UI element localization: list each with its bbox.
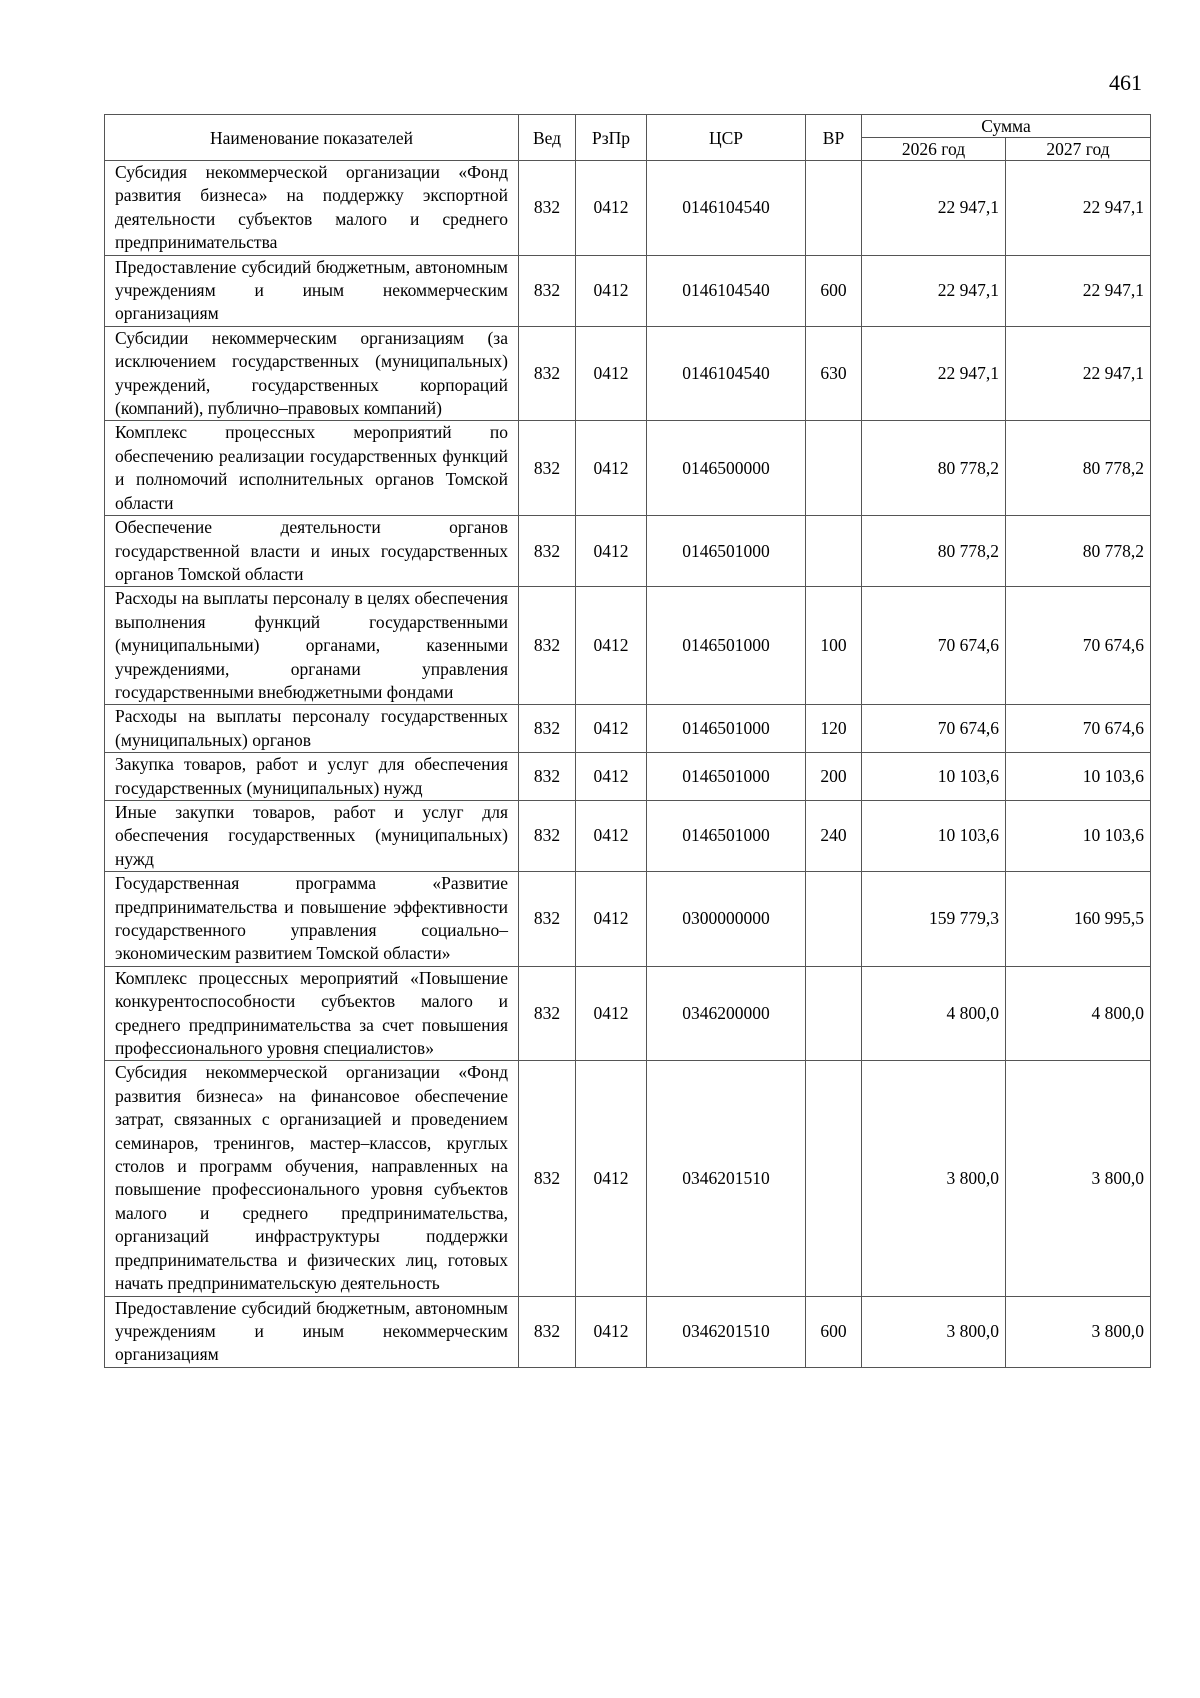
table-row <box>105 516 1151 587</box>
row-vr <box>806 1061 862 1296</box>
row-csr: 0146104540 <box>647 255 806 326</box>
row-ved: 832 <box>519 1296 576 1367</box>
row-amount-2027: 22 947,1 <box>1006 326 1151 421</box>
row-vr: 120 <box>806 705 862 753</box>
page-number: 461 <box>1109 70 1142 95</box>
row-ved: 832 <box>519 753 576 801</box>
row-ved: 832 <box>519 966 576 1061</box>
table-row <box>105 1296 1151 1367</box>
header-year-2027: 2027 год <box>1006 138 1151 161</box>
row-ved: 832 <box>519 587 576 705</box>
row-csr: 0146501000 <box>647 516 806 587</box>
row-amount-2027: 80 778,2 <box>1006 421 1151 516</box>
row-csr: 0146501000 <box>647 705 806 753</box>
header-name: Наименование показателей <box>105 115 519 161</box>
row-csr: 0146104540 <box>647 326 806 421</box>
row-amount-2027: 22 947,1 <box>1006 255 1151 326</box>
row-amount-2026: 4 800,0 <box>862 966 1006 1061</box>
row-csr: 0146104540 <box>647 161 806 256</box>
row-name: Расходы на выплаты персоналу государственных (муниципальных) органов <box>105 705 519 753</box>
table-row <box>105 800 1151 871</box>
header-ved: Вед <box>519 115 576 161</box>
row-rzpr: 0412 <box>576 255 647 326</box>
table-body <box>105 161 1151 1368</box>
row-csr: 0146500000 <box>647 421 806 516</box>
row-amount-2026: 22 947,1 <box>862 326 1006 421</box>
row-name: Комплекс процессных мероприятий по обеспечению реализации государственных функций и полномочий исполнительных органов Томской области <box>105 421 519 516</box>
row-rzpr: 0412 <box>576 326 647 421</box>
table-row <box>105 587 1151 705</box>
row-csr: 0146501000 <box>647 587 806 705</box>
row-rzpr: 0412 <box>576 753 647 801</box>
budget-table <box>104 114 1151 1368</box>
row-name: Субсидия некоммерческой организации «Фонд развития бизнеса» на финансовое обеспечение затрат, связанных с организацией и проведением семинаров, тренингов, мастер–классов, круглых столов и программ обучения, направленных на повышение профессионального уровня субъектов малого и среднего предпринимательства, организаций инфраструктуры поддержки предпринимательства и физических лиц, готовых начать предпринимательскую деятельность <box>105 1061 519 1296</box>
row-rzpr: 0412 <box>576 800 647 871</box>
row-amount-2026: 80 778,2 <box>862 421 1006 516</box>
row-name: Предоставление субсидий бюджетным, автономным учреждениям и иным некоммерческим организациям <box>105 1296 519 1367</box>
row-amount-2027: 4 800,0 <box>1006 966 1151 1061</box>
row-amount-2026: 159 779,3 <box>862 872 1006 967</box>
row-ved: 832 <box>519 421 576 516</box>
row-vr <box>806 516 862 587</box>
row-amount-2026: 22 947,1 <box>862 161 1006 256</box>
row-rzpr: 0412 <box>576 421 647 516</box>
row-name: Субсидии некоммерческим организациям (за исключением государственных (муниципальных) учреждений, государственных корпораций (компаний), публично–правовых компаний) <box>105 326 519 421</box>
row-vr <box>806 872 862 967</box>
row-name: Комплекс процессных мероприятий «Повышение конкурентоспособности субъектов малого и среднего предпринимательства за счет повышения профессионального уровня специалистов» <box>105 966 519 1061</box>
row-amount-2026: 22 947,1 <box>862 255 1006 326</box>
row-rzpr: 0412 <box>576 587 647 705</box>
table-row <box>105 255 1151 326</box>
row-rzpr: 0412 <box>576 1061 647 1296</box>
row-name: Государственная программа «Развитие предпринимательства и повышение эффективности государственного управления социально–экономическим развитием Томской области» <box>105 872 519 967</box>
header-csr: ЦСР <box>647 115 806 161</box>
table-row <box>105 161 1151 256</box>
table-row <box>105 705 1151 753</box>
row-vr <box>806 966 862 1061</box>
row-ved: 832 <box>519 872 576 967</box>
row-csr: 0346200000 <box>647 966 806 1061</box>
row-ved: 832 <box>519 1061 576 1296</box>
table-row <box>105 966 1151 1061</box>
table-row <box>105 753 1151 801</box>
row-vr: 600 <box>806 255 862 326</box>
row-name: Обеспечение деятельности органов государственной власти и иных государственных органов Томской области <box>105 516 519 587</box>
row-name: Субсидия некоммерческой организации «Фонд развития бизнеса» на поддержку экспортной деятельности субъектов малого и среднего предпринимательства <box>105 161 519 256</box>
row-amount-2026: 3 800,0 <box>862 1061 1006 1296</box>
row-ved: 832 <box>519 161 576 256</box>
row-csr: 0300000000 <box>647 872 806 967</box>
header-sum: Сумма <box>862 115 1151 138</box>
row-amount-2026: 3 800,0 <box>862 1296 1006 1367</box>
row-rzpr: 0412 <box>576 161 647 256</box>
row-name: Закупка товаров, работ и услуг для обеспечения государственных (муниципальных) нужд <box>105 753 519 801</box>
row-amount-2026: 70 674,6 <box>862 587 1006 705</box>
row-vr: 100 <box>806 587 862 705</box>
row-rzpr: 0412 <box>576 872 647 967</box>
row-name: Предоставление субсидий бюджетным, автономным учреждениям и иным некоммерческим организациям <box>105 255 519 326</box>
row-amount-2026: 10 103,6 <box>862 800 1006 871</box>
header-vr: ВР <box>806 115 862 161</box>
row-amount-2026: 80 778,2 <box>862 516 1006 587</box>
row-rzpr: 0412 <box>576 966 647 1061</box>
row-rzpr: 0412 <box>576 1296 647 1367</box>
header-year-2026: 2026 год <box>862 138 1006 161</box>
row-vr: 630 <box>806 326 862 421</box>
row-csr: 0146501000 <box>647 800 806 871</box>
row-ved: 832 <box>519 705 576 753</box>
row-csr: 0346201510 <box>647 1296 806 1367</box>
table-row <box>105 872 1151 967</box>
row-vr <box>806 161 862 256</box>
row-amount-2027: 80 778,2 <box>1006 516 1151 587</box>
row-amount-2027: 3 800,0 <box>1006 1296 1151 1367</box>
row-csr: 0346201510 <box>647 1061 806 1296</box>
row-vr <box>806 421 862 516</box>
row-amount-2027: 70 674,6 <box>1006 587 1151 705</box>
row-amount-2026: 70 674,6 <box>862 705 1006 753</box>
row-ved: 832 <box>519 326 576 421</box>
row-amount-2027: 3 800,0 <box>1006 1061 1151 1296</box>
row-name: Иные закупки товаров, работ и услуг для обеспечения государственных (муниципальных) нужд <box>105 800 519 871</box>
row-csr: 0146501000 <box>647 753 806 801</box>
row-rzpr: 0412 <box>576 516 647 587</box>
table-row <box>105 1061 1151 1296</box>
row-amount-2027: 160 995,5 <box>1006 872 1151 967</box>
row-ved: 832 <box>519 516 576 587</box>
row-amount-2026: 10 103,6 <box>862 753 1006 801</box>
row-vr: 200 <box>806 753 862 801</box>
row-vr: 600 <box>806 1296 862 1367</box>
table-row <box>105 326 1151 421</box>
header-rzpr: РзПр <box>576 115 647 161</box>
row-vr: 240 <box>806 800 862 871</box>
row-amount-2027: 70 674,6 <box>1006 705 1151 753</box>
row-amount-2027: 10 103,6 <box>1006 753 1151 801</box>
row-amount-2027: 10 103,6 <box>1006 800 1151 871</box>
row-rzpr: 0412 <box>576 705 647 753</box>
row-ved: 832 <box>519 255 576 326</box>
row-ved: 832 <box>519 800 576 871</box>
row-amount-2027: 22 947,1 <box>1006 161 1151 256</box>
row-name: Расходы на выплаты персоналу в целях обеспечения выполнения функций государственными (муниципальными) органами, казенными учреждениями, органами управления государственными внебюджетными фондами <box>105 587 519 705</box>
table-row <box>105 421 1151 516</box>
